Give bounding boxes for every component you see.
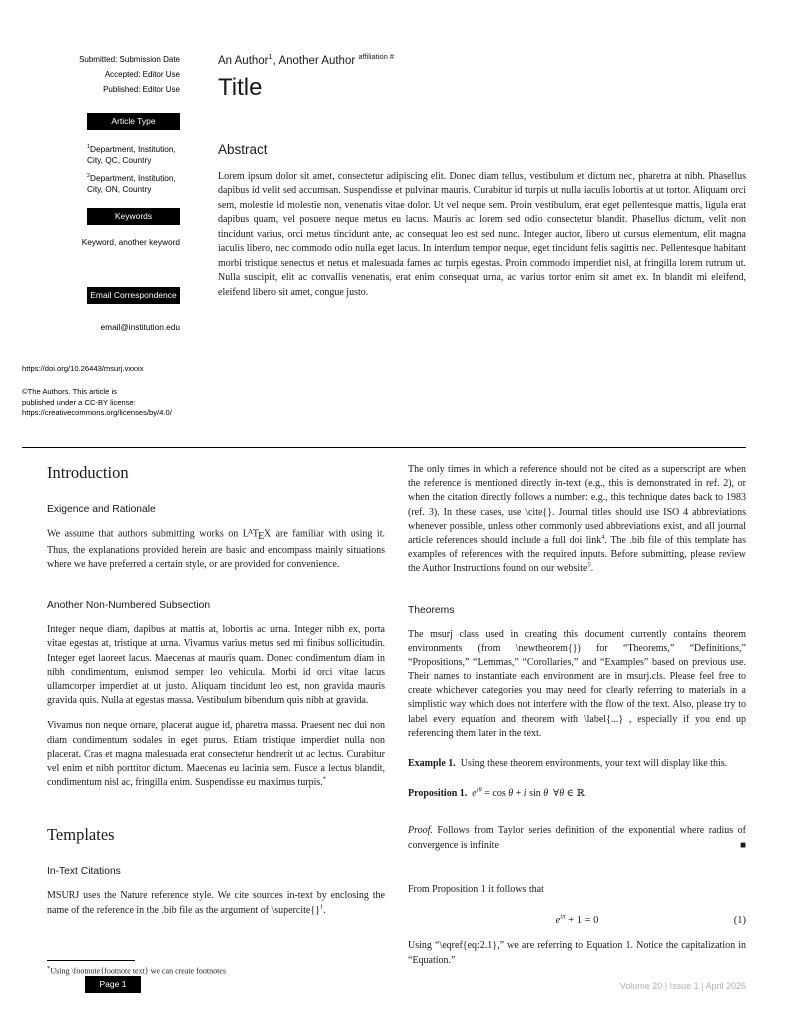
submitted-line: Submitted: Submission Date [79, 55, 180, 64]
submission-meta [22, 52, 180, 97]
paragraph: Using “\eqref{eq:2.1},” we are referring to Equation 1. Notice the capitalization in “Equation.” [408, 940, 746, 966]
abstract-heading: Abstract [218, 141, 268, 157]
article-body [47, 463, 746, 976]
paragraph: Vivamus non neque ornare, placerat augue id, pharetra massa. Praesent nec dui non diam condimentum sodales in eget purus. Etiam tristique imperdiet nulla non placerat. Cras et magna malesuada erat consectetur hendrerit ut ac lectus. Curabitur vel enim et nibh porttitor dictum. Maecenas eu lacinia sem. Fusce a lectus blandit, condimentum nisl ac, fringilla enim. Suspendisse eu maximus turpis.* [47, 720, 385, 789]
keywords-header: Keywords [87, 208, 180, 225]
license-text: ©The Authors. This article is published under a CC-BY license: https://creativecommons.org/licenses/by/4.0/ [22, 387, 172, 417]
subsection-heading: Exigence and Rationale [47, 504, 156, 515]
left-column [47, 463, 385, 976]
article-type-header: Article Type [87, 113, 180, 130]
sidebar [22, 52, 180, 418]
proposition-theorem: Proposition 1. $e^{i\theta} = \cos \theta + i$ sin θ ∀θ ∈ ℝ [408, 786, 585, 800]
example-theorem: Example 1. Using these theorem environments, your text will display like this. [408, 758, 728, 769]
section-heading: Templates [47, 825, 115, 845]
keywords-text: Keyword, another keyword [81, 237, 180, 248]
authors-line: An Author$^1$, Another Author $^{affiliation \#}$ [218, 52, 395, 67]
subsection-heading: In-Text Citations [47, 866, 121, 878]
subsection-heading: Theorems [408, 604, 455, 616]
footnote [47, 960, 385, 976]
header-divider [22, 447, 746, 448]
abstract-text: Lorem ipsum dolor sit amet, consectetur adipiscing elit. Donec diam tellus, vestibulum et dictum nec, pharetra at nibh. Phasellus dapibus id velit sed accumsan. Suspendisse et pulvinar mauris. Curabitur id turpis ut nulla iaculis lobortis at ut tortor. Aliquam orci sem, molestie id molestie non, venenatis vitae dolor. Ut vel neque sem. Proin vestibulum, erat eget pellentesque mattis, ligula erat dapibus quam, vel posuere neque metus eu lacus. Mauris ac lorem sed odio consectetur blandit. Phasellus dictum, velit non tincidunt varius, orci metus tincidunt ante, ac consequat leo est sed nunc. Integer auctor, libero ut cursus elementum, elit magna iaculis libero, nec commodo odio nulla eget lacus. In interdum tempor neque, eget tincidunt felis sagittis nec. Pellentesque habitant morbi tristique senectus et netus et malesuada fames ac turpis egestas. Proin commodo imperdiet nisl, at fringilla lorem rutrum ut. Nulla suscipit, elit ac convallis venenatis, erat enim consequat urna, ac varius tortor enim sit amet ex. In blandit mi eleifend, eleifend libero sit amet, congue justo. [218, 170, 746, 298]
paragraph: MSURJ uses the Nature reference style. We cite sources in-text by enclosing the name of the reference in the .bib file as the argument of \supercite{}$^1$. [47, 890, 385, 916]
email-address-link[interactable]: email@institution.edu [100, 322, 180, 333]
equation-number: (1) [733, 914, 746, 926]
affiliation-1: $^1$Department, Institution, City, QC, Country [87, 144, 176, 165]
section-heading: Introduction [47, 463, 129, 482]
equation-math: $e^{i\pi} + 1 = 0$ [555, 913, 599, 927]
article-header [218, 52, 746, 300]
email-correspondence-header: Email Correspondence [87, 287, 180, 304]
footnote-rule [47, 960, 135, 961]
qed-square: ■ [739, 839, 746, 851]
proof: Proof. Follows from Taylor series definition of the exponential where radius of convergence is infinite ■ [408, 824, 746, 852]
article-title: Title [218, 73, 263, 101]
subsection-heading: Another Non-Numbered Subsection [47, 600, 211, 612]
footnote-text: *Using \footnote{footnote text} we can create footnotes [47, 965, 226, 976]
paragraph: We assume that authors submitting works on $L^ATEX$ are familiar with using it. Thus, the explanations provided herein are basic and encompass mainly situations where we have preferred a certain style, or are provided for convenience. [47, 528, 385, 571]
paragraph: Integer neque diam, dapibus at mattis at, lobortis ac urna. Integer nibh ex, porta vitae egestas at, tristique at urna. Vivamus varius metus sed mi finibus sollicitudin. Integer eget laoreet lacus. Maecenas at mauris quam. Donec condimentum diam in nibh condimentum, euismod semper leo vehicula. Morbi id orci vitae lacus ullamcorper imperdiet at ut justo. Aliquam tincidunt leo est, non gravida mauris gravida quis. Nulla at egestas massa. Vestibulum bibendum quis nibh at gravida. [47, 624, 385, 707]
paragraph: The msurj class used in creating this document currently contains theorem environments (from \newtheorem{}) for “Theorems,” “Definitions,” “Propositions,” “Lemmas,” “Corollaries,” and “Examples” based on previous use. Their names to instantiate each environment are in msurj.cls. Please feel free to create whichever categories you may need for clearly referring to materials in a simplistic way which does not interfere with the flow of the text. Also, please try to label every equation and theorem with \label{...} , especially if you end up referencing them later in the text. [408, 628, 746, 739]
volume-issue-date: Volume 20 | Issue 1 | April 2025 [619, 981, 746, 991]
doi-link[interactable]: https://doi.org/10.26443/msurj.vxxxx [22, 364, 144, 374]
page-number-badge: Page 1 [85, 976, 141, 993]
accepted-line: Accepted: Editor Use [104, 70, 180, 79]
paragraph: The only times in which a reference should not be cited as a superscript are when the reference is mentioned directly in-text (e.g., this is demonstrated in ref. 2), or when the citation directly follows a number: e.g., this technique dates back to 1983 (ref. 3). In these cases, use \cite{}. Journal titles should use ISO 4 abbreviations whenever possible, unless other commonly used abbreviations exist, and all journal article references should include a full doi link$^4$. The .bib file of this template has examples of references with the required inputs. Before submitting, please review the Author Instructions found on our website$^5$. [408, 464, 746, 575]
numbered-equation [408, 914, 746, 927]
published-line: Published: Editor Use [103, 85, 180, 94]
right-column [408, 463, 746, 976]
equation-intro: From Proposition 1 it follows that [408, 883, 544, 895]
affiliation-2: $^2$Department, Institution, City, ON, Country [87, 173, 176, 194]
